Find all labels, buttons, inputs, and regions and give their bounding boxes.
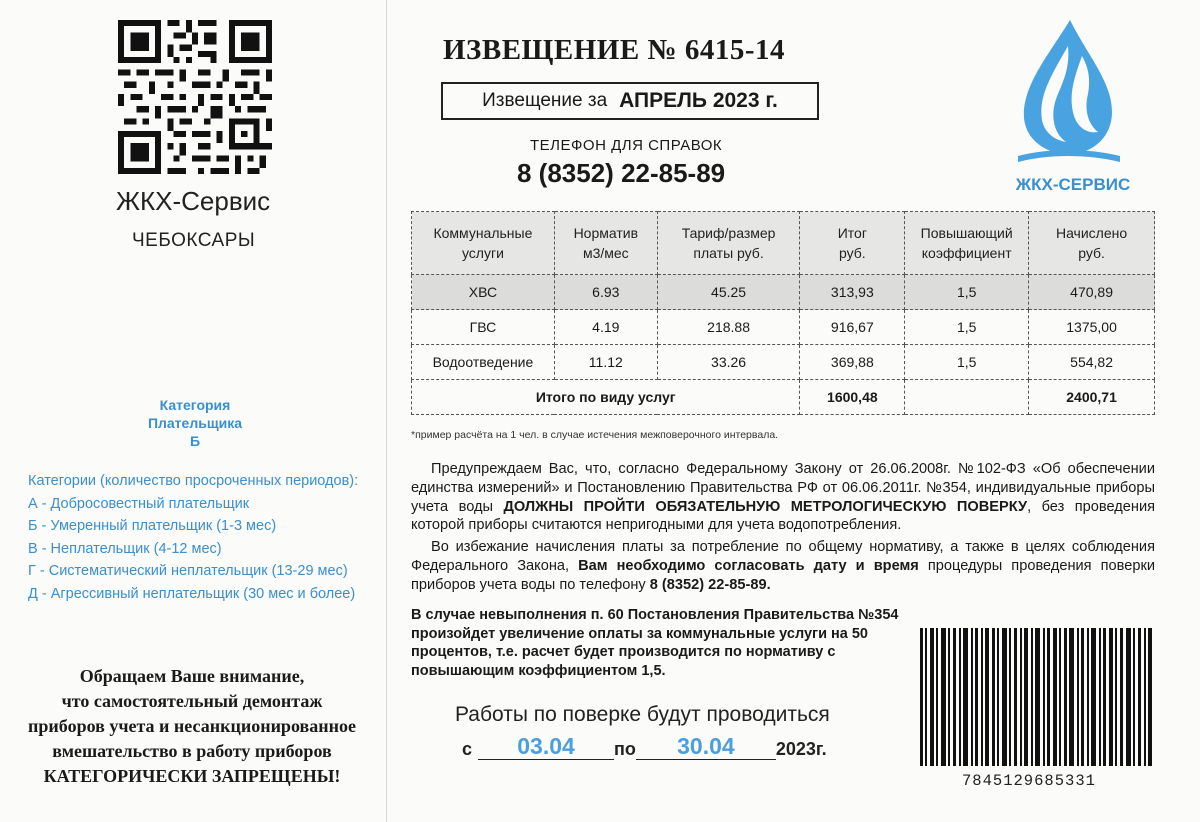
column-header: Итог руб. [800,212,905,275]
phone-label: ТЕЛЕФОН ДЛЯ СПРАВОК [530,137,723,154]
paragraph-emphasis: ДОЛЖНЫ ПРОЙТИ ОБЯЗАТЕЛЬНУЮ МЕТРОЛОГИЧЕСКУЮ ПОВЕРКУ [503,498,1028,515]
fold-line [386,0,387,822]
table-cell: 45.25 [657,275,800,310]
notice-title: ИЗВЕЩЕНИЕ № 6415-14 [443,34,785,66]
category-item: Д - Агрессивный неплательщик (30 мес и более) [28,585,356,602]
tariff-table [411,211,1155,415]
payer-category-line: Категория [159,397,231,413]
column-header: Повышающий коэффициент [905,212,1029,275]
period-box [441,82,819,120]
period-label: Извещение за [482,90,608,111]
paragraph-text: процедуры проведения поверки приборов учета воды по телефону [411,557,1156,593]
brand-name-right: ЖКХ-СЕРВИС [1015,175,1131,194]
penalty-paragraph: В случае невыполнения п. 60 Постановления Правительства №354 произойдет увеличение оплаты за коммунальные услуги на 50 процентов, т.е. расчет будет производится по нормативу с повышающим коэффициентом 1,5. [411,607,899,679]
barcode-icon [920,628,1152,766]
payer-category-line: Б [189,433,201,449]
barcode-number: 7845129685331 [962,772,1096,790]
verification-paragraph [411,460,1155,535]
paragraph-text: Предупреждаем Вас, что, согласно Федеральному Закону от 26.06.2008г. №102-ФЗ «Об обеспечении единства измерений» и Постановлению Правительства РФ от 06.06.2011г. №354, индивидуальные приборы учета воды [411,461,1155,515]
table-row [412,345,1155,380]
table-row [412,275,1155,310]
table-cell: 916,67 [800,310,905,345]
paragraph-text: Во избежание начисления платы за потребление по общему нормативу, а также в целях соблюдения Федерального Закона, [411,539,1155,574]
city-name: ЧЕБОКСАРЫ [132,230,256,251]
year-suffix: 2023г. [775,739,827,759]
table-cell: 554,82 [1029,345,1155,380]
payer-category [100,396,290,450]
paragraph-emphasis: Вам необходимо согласовать дату и время [578,557,919,574]
brand-name-left: ЖКХ-Сервис [116,186,271,216]
from-date: 03.04 [478,733,614,760]
water-drop-logo-icon [1008,16,1128,166]
category-item: В - Неплательщик (4-12 мес) [28,540,222,557]
phone-inline: 8 (8352) 22-85-89. [649,576,771,593]
work-period-title: Работы по поверке будут проводиться [455,703,830,726]
total-label: Итого по виду услуг [412,380,800,415]
column-header: Тариф/размер платы руб. [657,212,800,275]
phone-number: 8 (8352) 22-85-89 [517,158,726,188]
table-cell: 313,93 [800,275,905,310]
table-cell: 1,5 [905,275,1029,310]
table-cell: 1,5 [905,310,1029,345]
table-cell: 11.12 [554,345,657,380]
column-header: Начислено руб. [1029,212,1155,275]
table-cell: ГВС [412,310,555,345]
category-item: Г - Систематический неплательщик (13-29 мес) [28,563,348,579]
paragraph-text: , без проведения которой приборы считаются непригодными для учета водопотребления. [411,498,1155,534]
table-header-row [412,212,1155,275]
tamper-warning [22,664,362,789]
categories-legend [28,470,378,605]
table-cell: 369,88 [800,345,905,380]
warning-line: КАТЕГОРИЧЕСКИ ЗАПРЕЩЕНЫ! [43,766,341,786]
to-prefix: по [614,739,636,759]
footnote: *пример расчёта на 1 чел. в случае истечения межповерочного интервала. [411,429,779,441]
qr-code [118,20,272,174]
table-row [412,310,1155,345]
total-empty-cell [905,380,1029,415]
warning-line: Обращаем Ваше внимание, [79,666,305,686]
table-cell: Водоотведение [412,345,555,380]
warning-line: что самостоятельный демонтаж [61,691,323,711]
table-total-row [412,380,1155,415]
table-cell: ХВС [412,275,555,310]
table-cell: 1,5 [905,345,1029,380]
appointment-paragraph [411,538,1155,594]
table-cell: 1375,00 [1029,310,1155,345]
category-item: Б - Умеренный плательщик (1-3 мес) [28,518,277,534]
table-cell: 218.88 [657,310,800,345]
table-cell: 470,89 [1029,275,1155,310]
period-value: АПРЕЛЬ 2023 г. [619,89,778,112]
from-prefix: с [462,739,473,759]
warning-line: приборов учета и несанкционированное [28,716,356,736]
to-date: 30.04 [636,733,776,760]
category-item: А - Добросовестный плательщик [28,495,250,512]
total-charged: 2400,71 [1029,380,1155,415]
table-cell: 4.19 [554,310,657,345]
warning-line: вмешательство в работу приборов [52,741,332,761]
table-cell: 6.93 [554,275,657,310]
total-itog: 1600,48 [800,380,905,415]
payer-category-line: Плательщика [147,415,243,431]
work-period-line [462,733,827,760]
categories-header: Категории (количество просроченных периодов): [28,473,359,489]
column-header: Коммунальные услуги [412,212,555,275]
column-header: Норматив м3/мес [554,212,657,275]
table-cell: 33.26 [657,345,800,380]
